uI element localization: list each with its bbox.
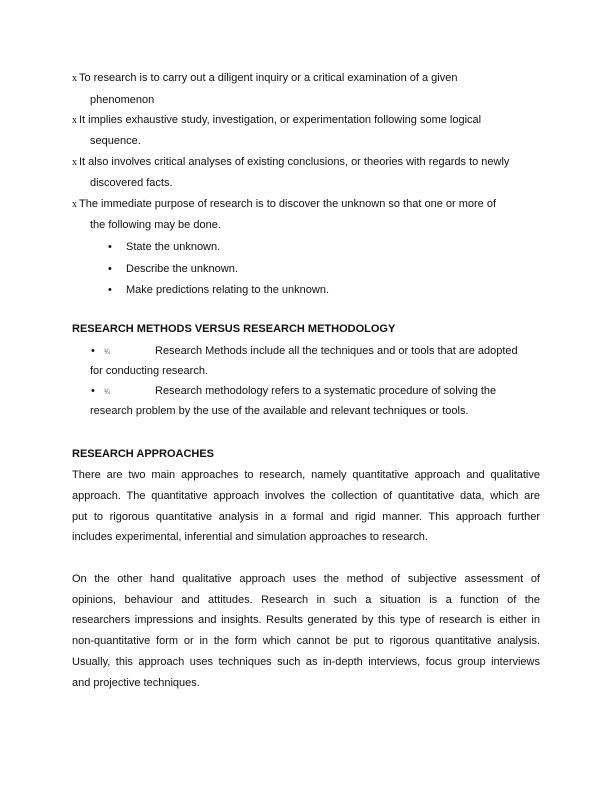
bullet-text: for conducting research. — [90, 365, 209, 377]
bullet-marker: x — [72, 199, 77, 210]
bullet-marker: x — [72, 157, 77, 168]
paragraph-line: On the other hand qualitative approach uses the method of subjective assessment of — [72, 573, 540, 585]
bullet-marker: x — [72, 73, 77, 84]
paragraph-line: Usually, this approach uses techniques such as in-depth interviews, focus group interviews — [72, 656, 540, 668]
bullet-text: Research Methods include all the techniques and or tools that are adopted — [155, 345, 518, 357]
bullet-dot: • — [108, 263, 112, 275]
bullet-text: research problem by the use of the available and relevant techniques or tools. — [90, 405, 469, 417]
paragraph-line: and projective techniques. — [72, 677, 200, 689]
bullet-dot: • — [108, 241, 112, 253]
bullet-marker: x — [72, 115, 77, 126]
paragraph-line: opinions, behaviour and attitudes. Research in such a situation is a function of the — [72, 594, 540, 606]
paragraph-line: non-quantitative form or in the form which cannot be put to rigorous quantitative analysis. — [72, 635, 540, 647]
paragraph-line: researchers impressions and insights. Results generated by this type of research is either in — [72, 614, 540, 626]
sub-bullet-text: State the unknown. — [126, 241, 221, 253]
bullet-text: The immediate purpose of research is to discover the unknown so that one or more of — [79, 198, 496, 210]
bullet-text: phenomenon — [90, 94, 155, 106]
paragraph-line: There are two main approaches to research, namely quantitative approach and qualitative — [72, 469, 540, 481]
bullet-dot: • — [108, 284, 112, 296]
sub-bullet-text: Describe the unknown. — [126, 263, 238, 275]
section-heading: RESEARCH METHODS VERSUS RESEARCH METHODOLOGY — [72, 323, 396, 335]
bullet-text: It also involves critical analyses of existing conclusions, or theories with regards to newly — [79, 156, 510, 168]
paragraph-line: includes experimental, inferential and simulation approaches to research. — [72, 531, 428, 543]
bullet-text: sequence. — [90, 135, 141, 147]
bullet-text: To research is to carry out a diligent inquiry or a critical examination of a given — [79, 72, 458, 84]
bullet-text: discovered facts. — [90, 177, 173, 189]
bullet-marker: ¾ — [104, 389, 110, 396]
bullet-text: Research methodology refers to a systematic procedure of solving the — [155, 385, 497, 397]
sub-bullet-text: Make predictions relating to the unknown. — [126, 284, 330, 296]
bullet-dot: • — [91, 345, 95, 357]
section-heading: RESEARCH APPROACHES — [72, 448, 215, 460]
bullet-text: the following may be done. — [90, 219, 221, 231]
bullet-dot: • — [91, 385, 95, 397]
bullet-marker: ¾ — [104, 349, 110, 356]
bullet-text: It implies exhaustive study, investigation, or experimentation following some logical — [79, 114, 482, 126]
paragraph-line: put to rigorous quantitative analysis in a formal and rigid manner. This approach further — [72, 511, 540, 523]
paragraph-line: approach. The quantitative approach involves the collection of quantitative data, which are — [72, 490, 540, 502]
